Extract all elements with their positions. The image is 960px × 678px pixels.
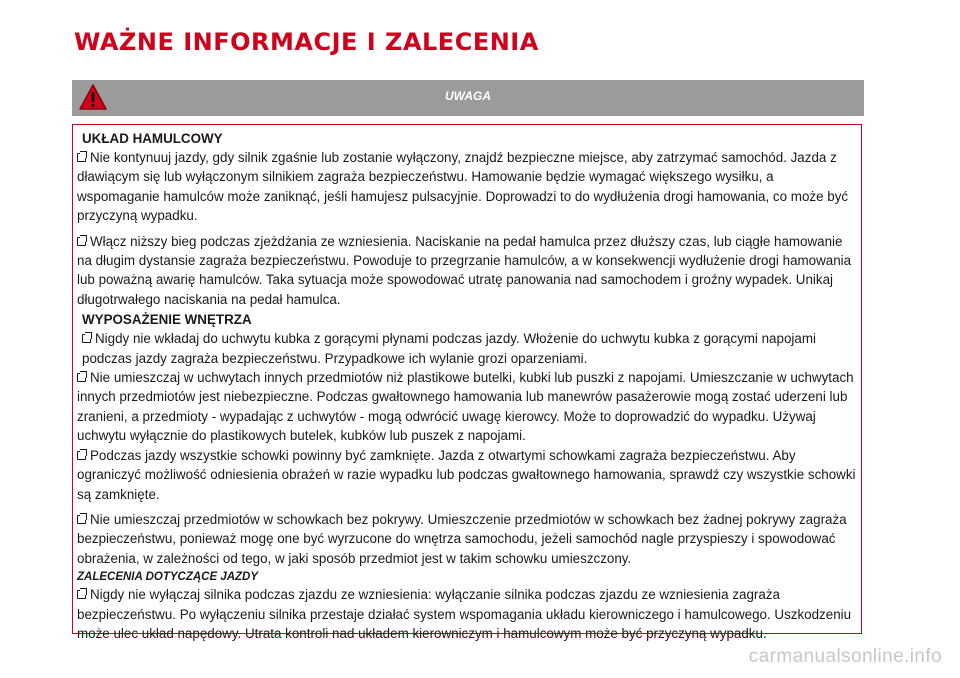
section-heading-interior: WYPOSAŻENIE WNĘTRZA [82, 312, 252, 328]
paragraph-text: Nigdy nie wyłączaj silnika podczas zjazdu ze wzniesienia: wyłączanie silnika podczas zjazdu ze wzniesienia zagraża bezpieczeństwu. Po wyłączeniu silnika przestaje działać system wspomagania układu kierowniczego i hamulcowego. Uszkodzeniu może ulec układ napędowy. Utrata kontroli nad układem kierowniczym i hamulcowym może być przyczyną wypadku. [77, 587, 852, 641]
checkbox-bullet-icon [77, 451, 86, 460]
paragraph-text: Nie umieszczaj w uchwytach innych przedmiotów niż plastikowe butelki, kubki lub puszki z napojami. Umieszczanie w uchwytach innych przedmiotów jest niebezpieczne. Podczas gwałtownego hamowania lub manewrów pasażerowie mogą zostać uderzeni lub zranieni, a przedmioty - wypadając z uchwytów - mogą odwrócić uwagę kierowcy. Może to doprowadzić do wypadku. Używaj uchwytu wyłącznie do plastikowych butelek, kubków lub puszek z napojami. [77, 370, 854, 444]
paragraph [77, 148, 859, 226]
paragraph [77, 368, 859, 446]
checkbox-bullet-icon [77, 515, 86, 524]
paragraph-text: Włącz niższy bieg podczas zjeżdżania ze wzniesienia. Naciskanie na pedał hamulca przez dłuższy czas, lub ciągłe hamowanie na długim dystansie zagraża bezpieczeństwu. Powoduje to przegrzanie hamulców, a w konsekwencji wydłużenie drogi hamowania lub poważną awarię hamulców. Taka sytuacja może spowodować utratę panowania nad samochodem i groźny wypadek. Unikaj długotrwałego naciskania na pedał hamulca. [77, 233, 852, 307]
paragraph [77, 510, 859, 568]
checkbox-bullet-icon [77, 237, 86, 246]
warning-content [77, 130, 859, 643]
paragraph [77, 232, 859, 310]
page-title: WAŻNE INFORMACJE I ZALECENIA [74, 28, 539, 56]
warning-label: UWAGA [445, 89, 491, 103]
paragraph-text: Podczas jazdy wszystkie schowki powinny być zamknięte. Jazda z otwartymi schowkami zagraża bezpieczeństwu. Aby ograniczyć możliwość odniesienia obrażeń w razie wypadku lub podczas gwałtownego hamowania, sprawdź czy wszystkie schowki są zamknięte. [77, 447, 856, 502]
warning-header-bar [72, 80, 864, 116]
checkbox-bullet-icon [77, 590, 86, 599]
checkbox-bullet-icon [82, 334, 91, 343]
watermark: carmanualsonline.info [748, 646, 942, 667]
checkbox-bullet-icon [77, 373, 86, 382]
section-heading-brakes: UKŁAD HAMULCOWY [82, 131, 223, 146]
paragraph [77, 585, 859, 643]
paragraph-text: Nie umieszczaj przedmiotów w schowkach bez pokrywy. Umieszczenie przedmiotów w schowkach bez żadnej pokrywy zagraża bezpieczeństwu, ponieważ mogę one być wyrzucone do wnętrza samochodu, jeżeli samochód nagle przyspieszy i spowodować obrażenia, w zależności od tego, w jaki sposób przedmiot jest w takim schowku umieszczony. [77, 511, 847, 566]
section-heading-driving: ZALECENIA DOTYCZĄCE JAZDY [77, 571, 259, 584]
paragraph-text: Nigdy nie wkładaj do uchwytu kubka z gorącymi płynami podczas jazdy. Włożenie do uchwytu kubka z gorącymi napojami podczas jazdy zagraża bezpieczeństwu. Przypadkowe ich wylanie grozi oparzeniami. [82, 331, 816, 366]
paragraph [77, 329, 859, 368]
paragraph-text: Nie kontynuuj jazdy, gdy silnik zgaśnie lub zostanie wyłączony, znajdź bezpieczne miejsce, aby zatrzymać samochód. Jazda z dławiącym się lub wyłączonym silnikiem zagraża bezpieczeństwu. Hamowanie będzie wymagać większego wysiłku, a wspomaganie hamulców może zaniknąć, jeśli hamujesz pulsacyjnie. Doprowadzi to do wydłużenia drogi hamowania, co może być przyczyną wypadku. [77, 150, 849, 224]
checkbox-bullet-icon [77, 153, 86, 162]
paragraph [77, 446, 859, 504]
